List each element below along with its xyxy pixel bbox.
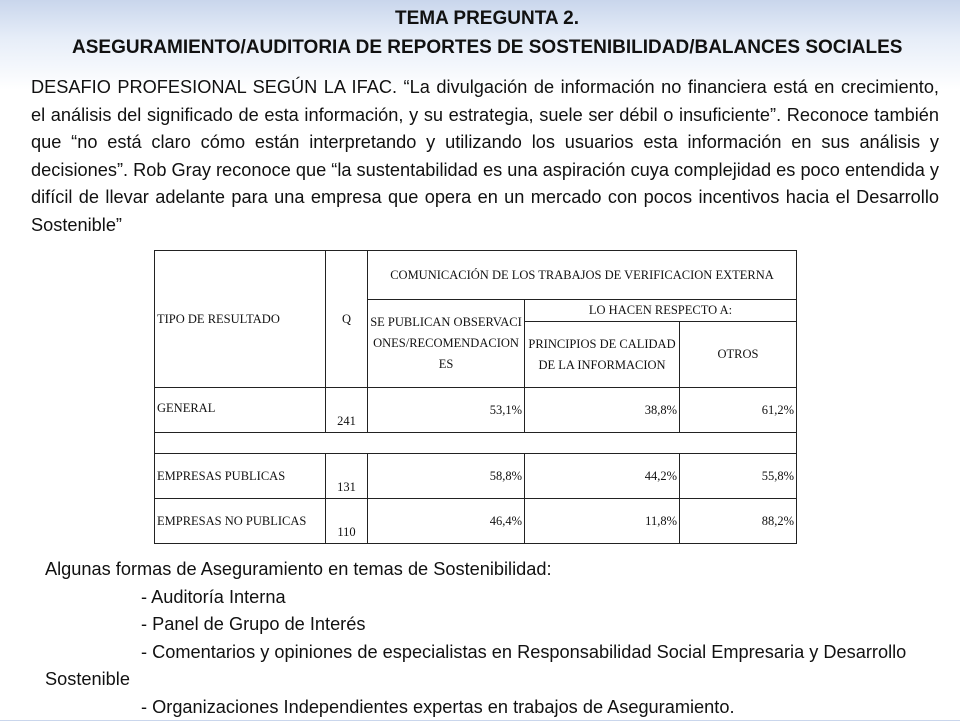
table-spacer-row (155, 433, 797, 454)
table-header-row (155, 251, 797, 300)
header-otros: OTROS (680, 322, 797, 388)
row-publican: 53,1% (368, 388, 525, 433)
row-q: 241 (326, 388, 368, 433)
row-tipo: EMPRESAS PUBLICAS (155, 454, 326, 499)
list-item: - Organizaciones Independientes expertas en trabajos de Aseguramiento. (45, 694, 945, 721)
row-principios: 11,8% (525, 499, 680, 544)
assurance-forms-list (45, 556, 945, 721)
list-item: - Auditoría Interna (45, 584, 945, 612)
slide-subtitle: ASEGURAMIENTO/AUDITORIA DE REPORTES DE SOSTENIBILIDAD/BALANCES SOCIALES (72, 37, 902, 59)
row-q: 131 (326, 454, 368, 499)
list-intro: Algunas formas de Aseguramiento en temas de Sostenibilidad: (45, 556, 945, 584)
header-se-publican: SE PUBLICAN OBSERVACIONES/RECOMENDACIONES (368, 300, 525, 388)
row-tipo: EMPRESAS NO PUBLICAS (155, 499, 326, 544)
empty-cell (155, 433, 797, 454)
body-paragraph: DESAFIO PROFESIONAL SEGÚN LA IFAC. “La divulgación de información no financiera está en crecimiento, el análisis del significado de esta información, y su estrategia, suele ser débil o insuficiente”. Reconoce también que “no está claro cómo están interpretando y utilizando los usuarios esta información en sus análisis y decisiones”. Rob Gray reconoce que “la sustentabilidad es una aspiración cuya complejidad es poco entendida y difícil de llevar adelante para una empresa que opera en un mercado con pocos incentivos hacia el Desarrollo Sostenible” (31, 74, 939, 239)
table-row (155, 388, 797, 433)
header-lo-hacen-respecto: LO HACEN RESPECTO A: (525, 300, 797, 322)
row-otros: 88,2% (680, 499, 797, 544)
row-publican: 46,4% (368, 499, 525, 544)
list-item: - Comentarios y opiniones de especialistas en Responsabilidad Social Empresaria y Desarrollo Sostenible (45, 639, 945, 694)
results-table (154, 250, 797, 544)
header-tipo-resultado: TIPO DE RESULTADO (155, 251, 326, 388)
table-row (155, 454, 797, 499)
header-comunicacion: COMUNICACIÓN DE LOS TRABAJOS DE VERIFICACION EXTERNA (368, 251, 797, 300)
row-principios: 38,8% (525, 388, 680, 433)
row-otros: 55,8% (680, 454, 797, 499)
slide-title: TEMA PREGUNTA 2. (395, 8, 579, 30)
header-q: Q (326, 251, 368, 388)
table-row (155, 499, 797, 544)
row-publican: 58,8% (368, 454, 525, 499)
row-q: 110 (326, 499, 368, 544)
list-item: - Panel de Grupo de Interés (45, 611, 945, 639)
row-principios: 44,2% (525, 454, 680, 499)
header-principios: PRINCIPIOS DE CALIDAD DE LA INFORMACION (525, 322, 680, 388)
row-otros: 61,2% (680, 388, 797, 433)
row-tipo: GENERAL (155, 388, 326, 433)
